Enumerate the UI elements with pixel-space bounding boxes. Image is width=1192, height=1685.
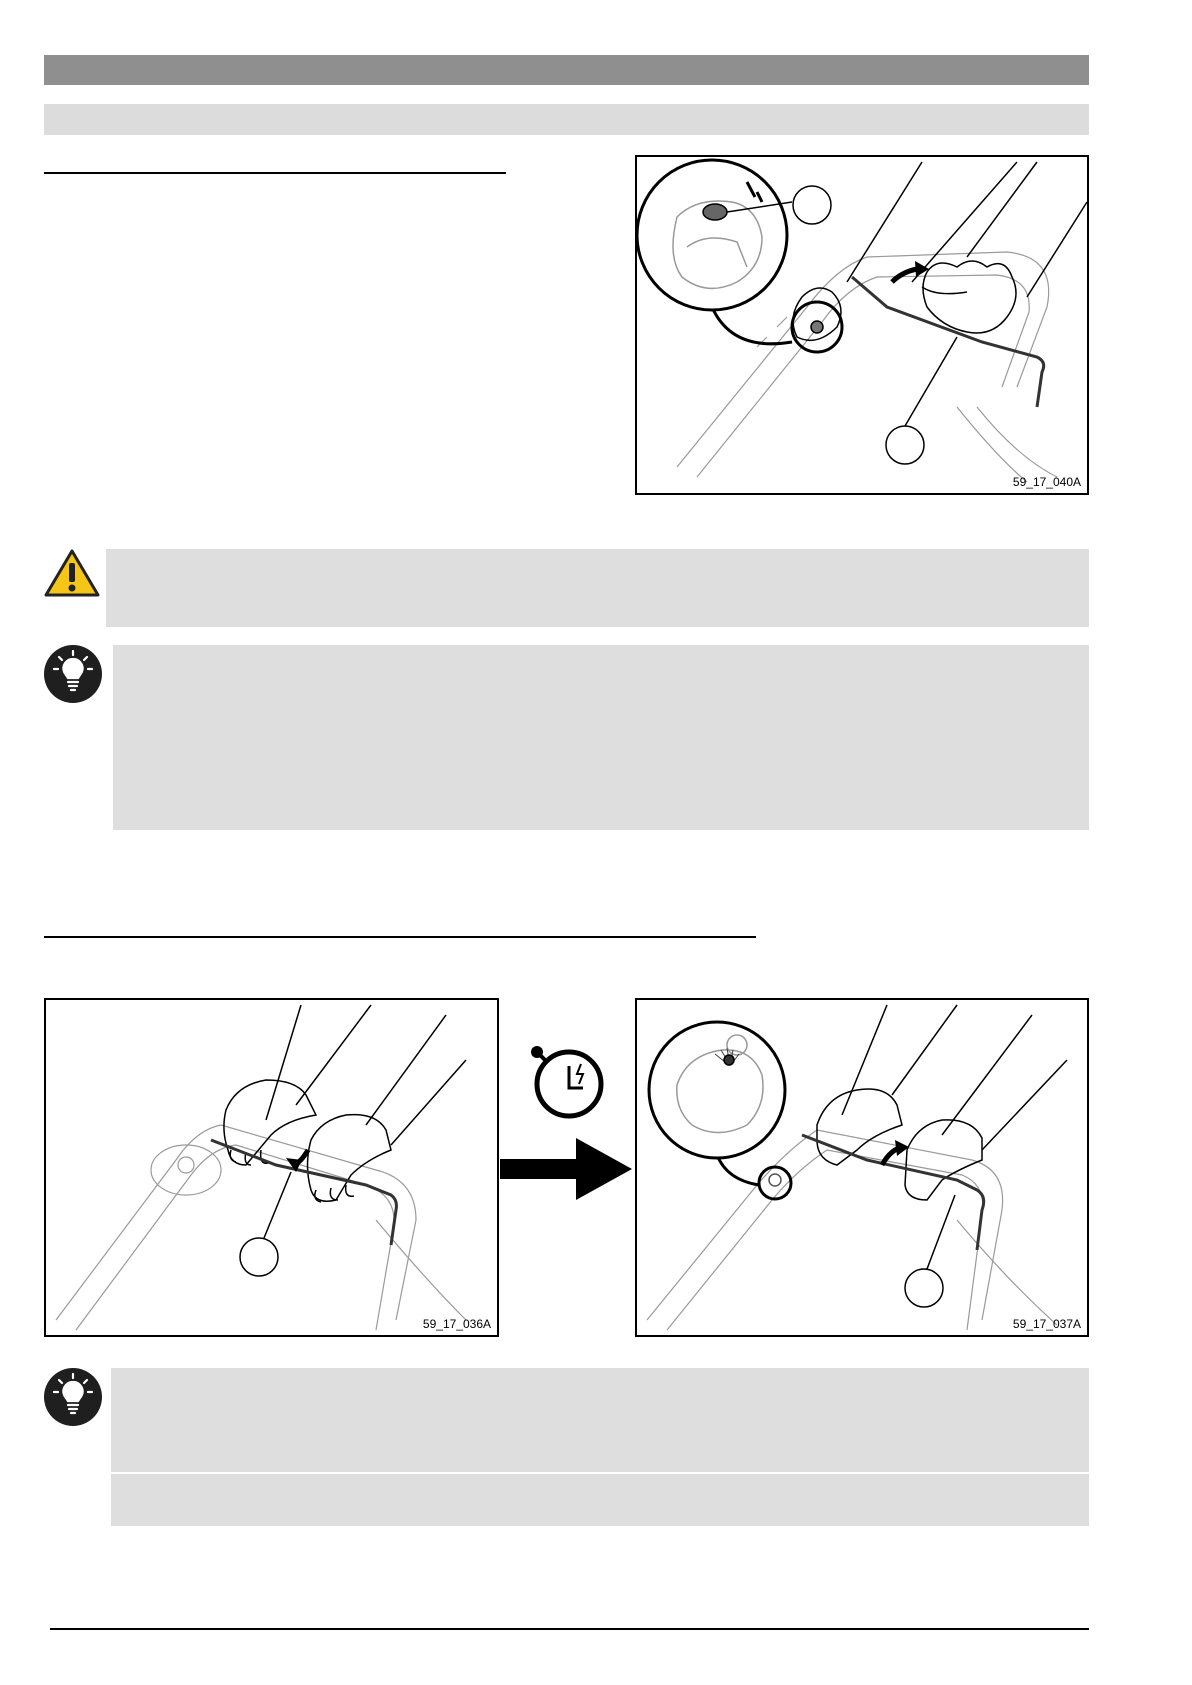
tip-box-3	[111, 1474, 1089, 1526]
stopwatch-icon	[527, 1040, 607, 1120]
figure-bottom-right	[635, 998, 1089, 1337]
figure-bottom-right-illustration	[637, 1000, 1087, 1335]
warning-triangle-icon	[44, 548, 100, 598]
lightbulb-icon	[44, 645, 102, 703]
figure-bottom-left-illustration	[46, 1000, 497, 1335]
warning-box	[106, 549, 1089, 627]
header-bar	[44, 55, 1089, 85]
section-heading-rule	[44, 172, 506, 174]
figure-bottom-right-id: 59_17_037A	[1012, 1317, 1081, 1331]
figure-top	[635, 155, 1089, 495]
figure-bottom-left-id: 59_17_036A	[422, 1317, 491, 1331]
tip-box-1	[113, 645, 1089, 830]
figure-top-illustration	[637, 157, 1087, 493]
figure-bottom-left	[44, 998, 499, 1337]
lightbulb-icon	[44, 1368, 102, 1426]
figure-top-id: 59_17_040A	[1012, 475, 1081, 489]
tip-box-2	[111, 1368, 1089, 1472]
section-bar	[44, 104, 1089, 135]
section-heading-rule-2	[44, 936, 756, 938]
footer-rule	[50, 1628, 1089, 1630]
arrow-right-icon	[500, 1138, 632, 1200]
